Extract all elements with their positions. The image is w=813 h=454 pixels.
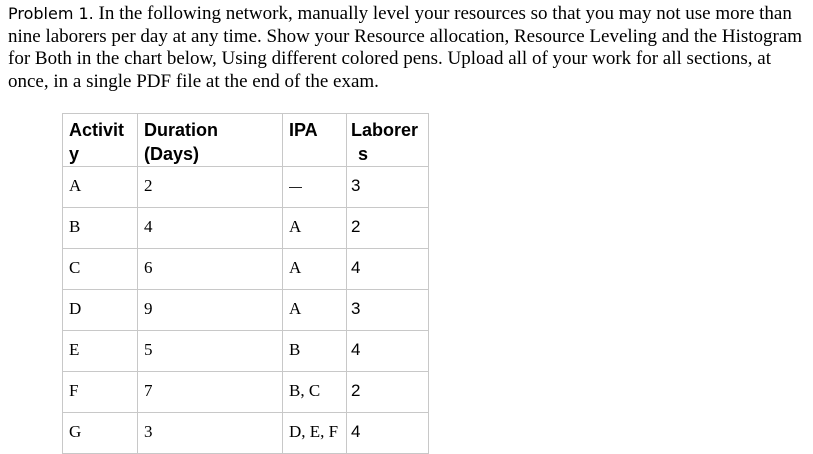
table-row bbox=[63, 372, 429, 413]
cell-duration: 3 bbox=[138, 413, 283, 454]
header-ipa bbox=[283, 114, 347, 167]
table-row bbox=[63, 413, 429, 454]
cell-activity: F bbox=[63, 372, 138, 413]
cell-duration: 9 bbox=[138, 290, 283, 331]
cell-activity: G bbox=[63, 413, 138, 454]
cell-duration: 4 bbox=[138, 208, 283, 249]
cell-activity: C bbox=[63, 249, 138, 290]
problem-text: In the following network, manually level your resources so that you may not use more than nine laborers per day at any time. Show your Resource allocation, Resource Leveling and the Histogram for Both in the chart below, Using different colored pens. Upload all of your work for all sections, at once, in a single PDF file at the end of the exam. bbox=[8, 3, 803, 92]
cell-duration: 5 bbox=[138, 331, 283, 372]
cell-activity: B bbox=[63, 208, 138, 249]
cell-ipa: D, E, F bbox=[283, 413, 347, 454]
table-row bbox=[63, 167, 429, 208]
cell-ipa: A bbox=[283, 249, 347, 290]
cell-ipa: B bbox=[283, 331, 347, 372]
problem-statement bbox=[8, 3, 808, 93]
header-duration bbox=[138, 114, 283, 167]
cell-laborers: 3 bbox=[347, 167, 429, 208]
table-header-row bbox=[63, 114, 429, 167]
cell-ipa-dash: — bbox=[289, 179, 302, 194]
table-row bbox=[63, 249, 429, 290]
cell-ipa: A bbox=[283, 208, 347, 249]
cell-activity: E bbox=[63, 331, 138, 372]
table-row bbox=[63, 290, 429, 331]
header-activity bbox=[63, 114, 138, 167]
problem-label: Problem 1. bbox=[8, 4, 94, 23]
table-row bbox=[63, 208, 429, 249]
header-duration-line1: Duration bbox=[144, 120, 218, 140]
cell-duration: 6 bbox=[138, 249, 283, 290]
cell-duration: 7 bbox=[138, 372, 283, 413]
cell-laborers: 4 bbox=[347, 331, 429, 372]
cell-ipa bbox=[283, 167, 347, 208]
header-laborers-line1: Laborer bbox=[351, 120, 419, 140]
header-laborers bbox=[347, 114, 429, 167]
cell-laborers: 4 bbox=[347, 249, 429, 290]
cell-ipa: B, C bbox=[283, 372, 347, 413]
header-duration-line2: (Days) bbox=[144, 144, 200, 164]
cell-laborers: 2 bbox=[347, 208, 429, 249]
header-activity-line1: Activit bbox=[69, 120, 125, 140]
cell-activity: D bbox=[63, 290, 138, 331]
header-laborers-line2: s bbox=[358, 144, 369, 164]
cell-laborers: 2 bbox=[347, 372, 429, 413]
cell-laborers: 4 bbox=[347, 413, 429, 454]
header-activity-line2: y bbox=[69, 144, 80, 164]
cell-duration: 2 bbox=[138, 167, 283, 208]
activity-table bbox=[62, 113, 429, 454]
table-row bbox=[63, 331, 429, 372]
cell-activity: A bbox=[63, 167, 138, 208]
cell-laborers: 3 bbox=[347, 290, 429, 331]
cell-ipa: A bbox=[283, 290, 347, 331]
header-ipa-text: IPA bbox=[289, 120, 318, 140]
